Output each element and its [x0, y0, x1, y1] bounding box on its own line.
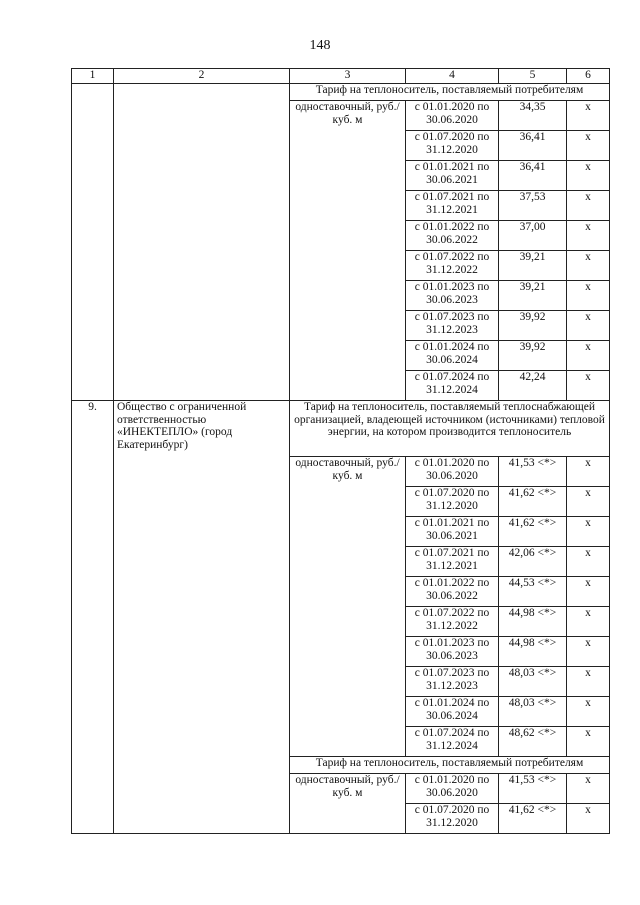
mark-cell: х [567, 191, 610, 221]
period-cell: с 01.07.2023 по 31.12.2023 [406, 311, 499, 341]
tariff-value-cell: 48,03 <*> [499, 697, 567, 727]
column-header: 6 [567, 69, 610, 84]
tariff-value-cell: 42,24 [499, 371, 567, 401]
tariff-value-cell: 41,53 <*> [499, 457, 567, 487]
section-title: Тариф на теплоноситель, поставляемый теплоснабжающей организацией, владеющей источником (источниками) тепловой энергии, на котором производится теплоноситель [290, 401, 610, 457]
mark-cell: х [567, 517, 610, 547]
section-title-row [72, 401, 610, 457]
tariff-value-cell: 44,98 <*> [499, 607, 567, 637]
mark-cell: х [567, 697, 610, 727]
mark-cell: х [567, 457, 610, 487]
period-cell: с 01.01.2021 по 30.06.2021 [406, 161, 499, 191]
period-cell: с 01.01.2020 по 30.06.2020 [406, 457, 499, 487]
tariff-table-body [72, 69, 610, 834]
empty-organization-cell [114, 84, 290, 401]
tariff-value-cell: 34,35 [499, 101, 567, 131]
period-cell: с 01.01.2020 по 30.06.2020 [406, 774, 499, 804]
tariff-value-cell: 36,41 [499, 131, 567, 161]
mark-cell: х [567, 577, 610, 607]
entry-number: 9. [72, 401, 114, 834]
tariff-value-cell: 41,53 <*> [499, 774, 567, 804]
mark-cell: х [567, 667, 610, 697]
mark-cell: х [567, 161, 610, 191]
period-cell: с 01.01.2023 по 30.06.2023 [406, 281, 499, 311]
mark-cell: х [567, 371, 610, 401]
mark-cell: х [567, 547, 610, 577]
tariff-value-cell: 39,92 [499, 341, 567, 371]
tariff-value-cell: 41,62 <*> [499, 804, 567, 834]
tariff-table [71, 68, 610, 834]
section-title: Тариф на теплоноситель, поставляемый потребителям [290, 757, 610, 774]
period-cell: с 01.01.2024 по 30.06.2024 [406, 341, 499, 371]
period-cell: с 01.07.2022 по 31.12.2022 [406, 251, 499, 281]
tariff-value-cell: 41,62 <*> [499, 487, 567, 517]
section-title: Тариф на теплоноситель, поставляемый потребителям [290, 84, 610, 101]
period-cell: с 01.07.2020 по 31.12.2020 [406, 804, 499, 834]
period-cell: с 01.07.2022 по 31.12.2022 [406, 607, 499, 637]
column-header: 2 [114, 69, 290, 84]
tariff-value-cell: 41,62 <*> [499, 517, 567, 547]
period-cell: с 01.01.2022 по 30.06.2022 [406, 577, 499, 607]
mark-cell: х [567, 311, 610, 341]
mark-cell: х [567, 804, 610, 834]
tariff-value-cell: 37,00 [499, 221, 567, 251]
mark-cell: х [567, 637, 610, 667]
mark-cell: х [567, 487, 610, 517]
column-header: 1 [72, 69, 114, 84]
tariff-value-cell: 39,21 [499, 281, 567, 311]
column-header-row [72, 69, 610, 84]
section-title-row [72, 84, 610, 101]
tariff-value-cell: 44,53 <*> [499, 577, 567, 607]
unit-cell: одноставочный, руб./куб. м [290, 457, 406, 757]
mark-cell: х [567, 727, 610, 757]
column-header: 5 [499, 69, 567, 84]
column-header: 3 [290, 69, 406, 84]
tariff-value-cell: 36,41 [499, 161, 567, 191]
unit-cell: одноставочный, руб./куб. м [290, 774, 406, 834]
tariff-value-cell: 48,62 <*> [499, 727, 567, 757]
period-cell: с 01.07.2023 по 31.12.2023 [406, 667, 499, 697]
period-cell: с 01.01.2024 по 30.06.2024 [406, 697, 499, 727]
period-cell: с 01.01.2021 по 30.06.2021 [406, 517, 499, 547]
mark-cell: х [567, 101, 610, 131]
period-cell: с 01.01.2023 по 30.06.2023 [406, 637, 499, 667]
period-cell: с 01.07.2020 по 31.12.2020 [406, 131, 499, 161]
tariff-value-cell: 48,03 <*> [499, 667, 567, 697]
period-cell: с 01.07.2024 по 31.12.2024 [406, 371, 499, 401]
page-number: 148 [309, 38, 331, 53]
period-cell: с 01.07.2021 по 31.12.2021 [406, 547, 499, 577]
mark-cell: х [567, 774, 610, 804]
tariff-value-cell: 44,98 <*> [499, 637, 567, 667]
tariff-value-cell: 37,53 [499, 191, 567, 221]
period-cell: с 01.07.2024 по 31.12.2024 [406, 727, 499, 757]
mark-cell: х [567, 341, 610, 371]
mark-cell: х [567, 607, 610, 637]
period-cell: с 01.01.2020 по 30.06.2020 [406, 101, 499, 131]
period-cell: с 01.07.2020 по 31.12.2020 [406, 487, 499, 517]
mark-cell: х [567, 251, 610, 281]
tariff-value-cell: 42,06 <*> [499, 547, 567, 577]
period-cell: с 01.07.2021 по 31.12.2021 [406, 191, 499, 221]
empty-number-cell [72, 84, 114, 401]
organization-name: Общество с ограниченной ответственностью «ИНЕКТЕПЛО» (город Екатеринбург) [114, 401, 290, 834]
period-cell: с 01.01.2022 по 30.06.2022 [406, 221, 499, 251]
mark-cell: х [567, 281, 610, 311]
unit-cell: одноставочный, руб./куб. м [290, 101, 406, 401]
mark-cell: х [567, 131, 610, 161]
tariff-value-cell: 39,21 [499, 251, 567, 281]
column-header: 4 [406, 69, 499, 84]
tariff-value-cell: 39,92 [499, 311, 567, 341]
mark-cell: х [567, 221, 610, 251]
